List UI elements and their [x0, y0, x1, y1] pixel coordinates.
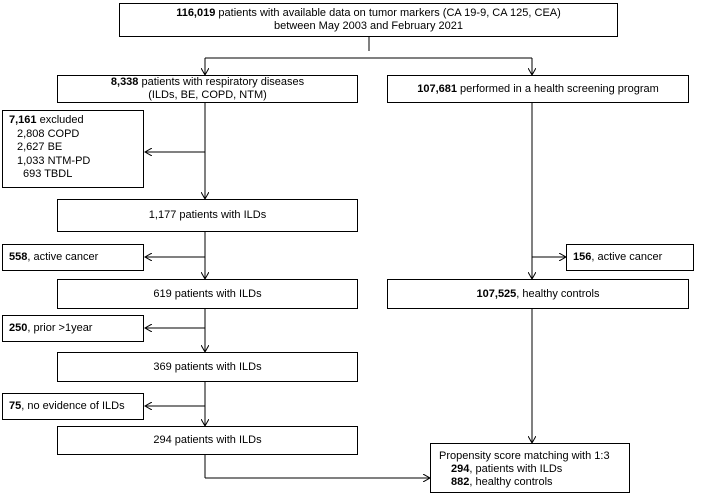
noev-75-text: , no evidence of ILDs [21, 400, 125, 412]
screening-count: 107,681 [417, 82, 457, 95]
resp-desc: patients with respiratory diseases [138, 76, 305, 88]
excluded-item: 693 TBDL [23, 168, 73, 180]
total-desc: patients with available data on tumor markers (CA 19-9, CA 125, CEA) [215, 7, 561, 19]
psm-count-healthy: 882 [451, 476, 470, 488]
box-ild-1177 [57, 199, 358, 232]
box-propensity-matching [430, 443, 630, 493]
box-prior-250 [2, 315, 144, 342]
total-count: 116,019 [176, 7, 216, 19]
box-total-patients [119, 3, 618, 37]
cancer-156-text: , active cancer [591, 251, 663, 263]
psm-count-ild: 294 [451, 463, 470, 475]
box-ild-369 [57, 352, 358, 382]
psm-title: Propensity score matching with 1:3 [439, 450, 610, 462]
box-ild-619 [57, 279, 358, 309]
noev-75-count: 75 [9, 400, 22, 412]
box-no-evidence-75 [2, 393, 144, 420]
ild-369-text: 369 patients with ILDs [153, 360, 262, 373]
box-screening [387, 75, 689, 103]
excluded-label: excluded [36, 114, 84, 126]
healthy-text: , healthy controls [516, 287, 600, 300]
prior-250-count: 250 [9, 322, 28, 334]
screening-desc: performed in a health screening program [456, 82, 659, 95]
box-ild-294 [57, 426, 358, 455]
total-period: between May 2003 and February 2021 [274, 20, 463, 32]
box-active-cancer-558 [2, 244, 144, 271]
excluded-count: 7,161 [9, 114, 37, 126]
box-healthy-controls [387, 279, 689, 309]
box-excluded [2, 110, 144, 188]
resp-count: 8,338 [110, 76, 139, 88]
cancer-558-count: 558 [9, 251, 28, 263]
resp-types: (ILDs, BE, COPD, NTM) [148, 89, 267, 101]
psm-text-ild: , patients with ILDs [469, 463, 563, 475]
excluded-item: 2,808 COPD [17, 127, 80, 140]
healthy-count: 107,525 [476, 287, 517, 300]
ild-1177-text: 1,177 patients with ILDs [148, 209, 267, 221]
ild-619-text: 619 patients with ILDs [153, 287, 262, 300]
psm-text-healthy: , healthy controls [469, 476, 553, 488]
ild-294-text: 294 patients with ILDs [153, 434, 262, 446]
prior-250-text: , prior >1year [27, 322, 93, 334]
excluded-item: 1,033 NTM-PD [17, 154, 91, 167]
cancer-558-text: , active cancer [27, 251, 99, 263]
cancer-156-count: 156 [573, 251, 592, 263]
box-respiratory [57, 75, 358, 103]
excluded-item: 2,627 BE [17, 141, 63, 153]
box-active-cancer-156 [566, 244, 694, 271]
